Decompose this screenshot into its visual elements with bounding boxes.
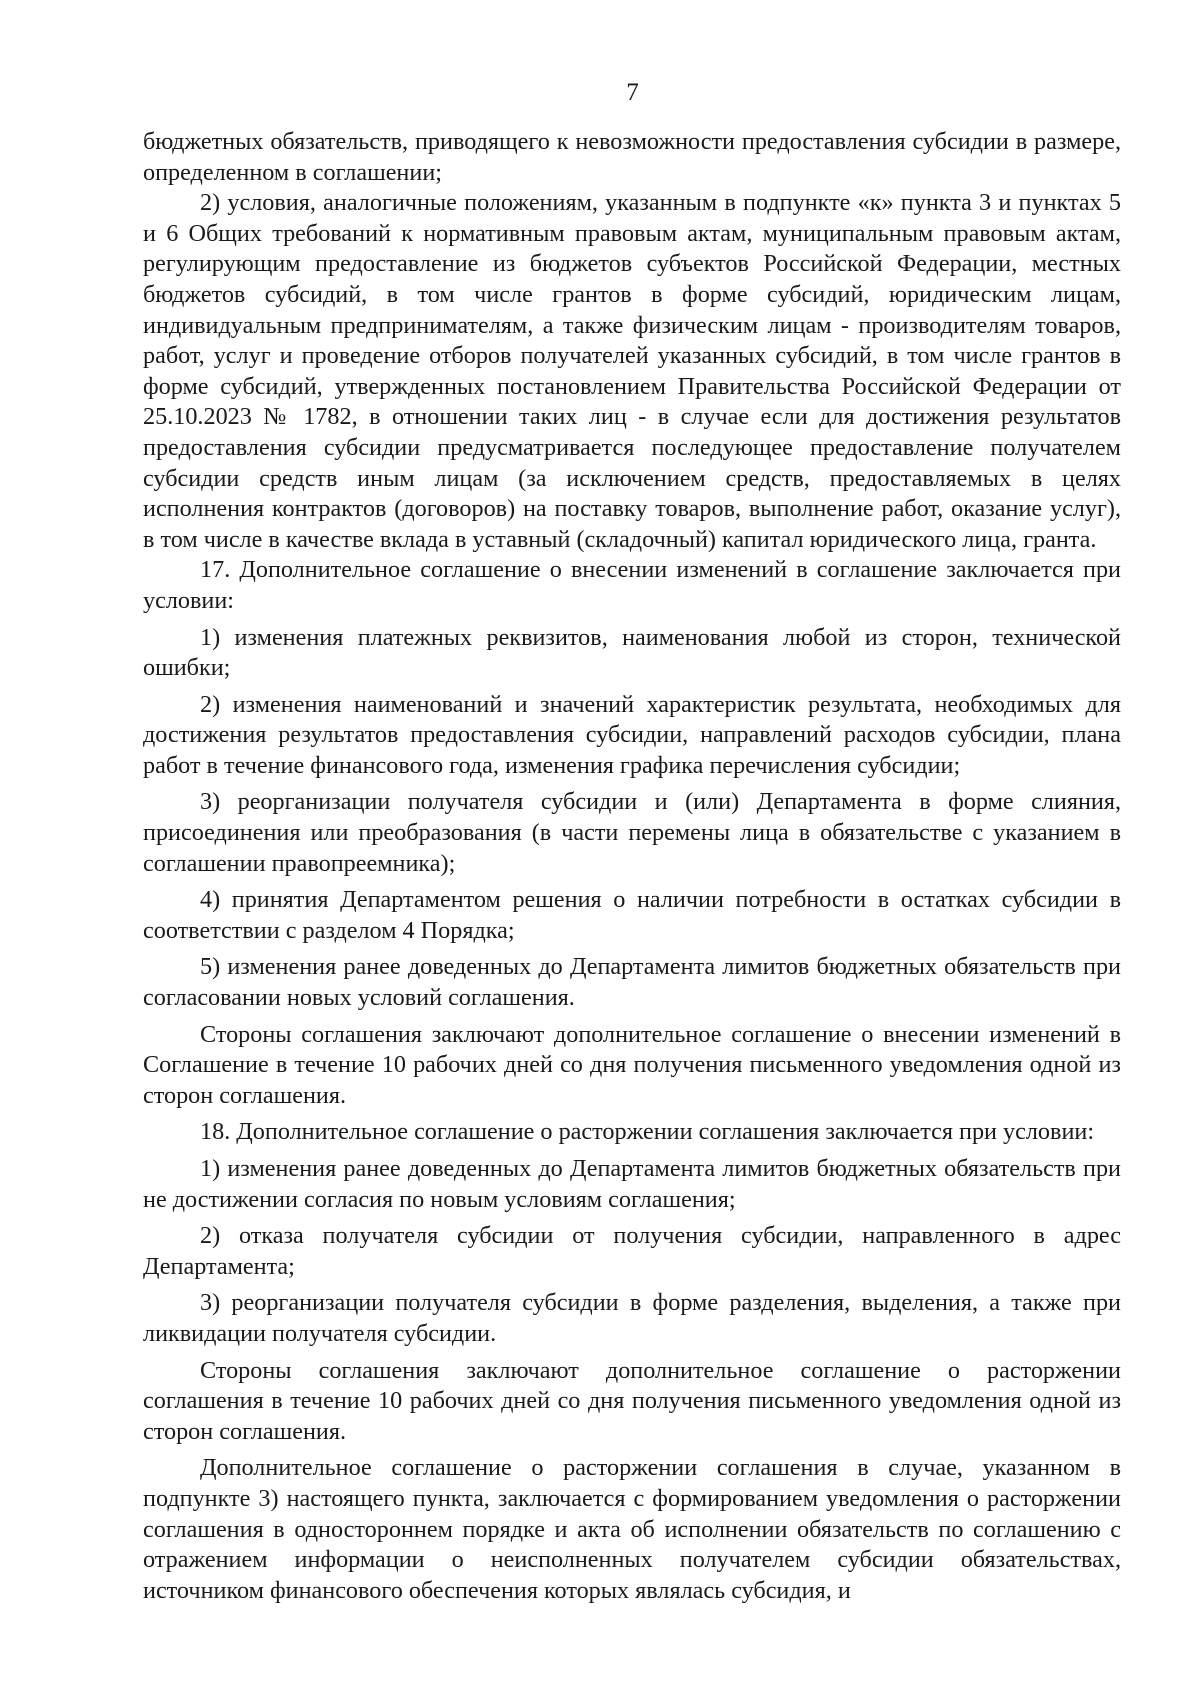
paragraph-18-parties: Стороны соглашения заключают дополнительное соглашение о расторжении соглашения в течение 10 рабочих дней со дня получения письменного уведомления одной из сторон соглашения. [143,1356,1121,1445]
page-number: 7 [626,79,639,106]
paragraph-17-parties: Стороны соглашения заключают дополнительное соглашение о внесении изменений в Соглашение в течение 10 рабочих дней со дня получения письменного уведомления одной из сторон соглашения. [143,1020,1121,1109]
paragraph-section-17: 17. Дополнительное соглашение о внесении изменений в соглашение заключается при условии: [143,556,1121,614]
paragraph-17-item-4: 4) принятия Департаментом решения о наличии потребности в остатках субсидии в соответствии с разделом 4 Порядка; [143,886,1121,944]
paragraph-17-item-3: 3) реорганизации получателя субсидии и (или) Департамента в форме слияния, присоединения или преобразования (в части перемены лица в обязательстве с указанием в соглашении правопреемника); [143,788,1121,877]
paragraph-17-item-5: 5) изменения ранее доведенных до Департамента лимитов бюджетных обязательств при согласовании новых условий соглашения. [143,953,1121,1012]
paragraph-17-item-1: 1) изменения платежных реквизитов, наименования любой из сторон, технической ошибки; [143,623,1121,682]
paragraph-18-item-2: 2) отказа получателя субсидии от получения субсидии, направленного в адрес Департамента; [143,1222,1121,1280]
paragraph-18-item-3: 3) реорганизации получателя субсидии в форме разделения, выделения, а также при ликвидации получателя субсидии. [143,1289,1121,1347]
paragraph-17-item-2: 2) изменения наименований и значений характеристик результата, необходимых для достижения результатов предоставления субсидии, направлений расходов субсидии, плана работ в течение финансового года, изменения графика перечисления субсидии; [143,690,1121,779]
paragraph-section-18: 18. Дополнительное соглашение о расторжении соглашения заключается при условии: [200,1118,1095,1146]
paragraph-item-2: 2) условия, аналогичные положениям, указанным в подпункте «к» пункта 3 и пунктах 5 и 6 Общих требований к нормативным правовым актам, муниципальным правовым актам, регулирующим предоставление из бюджетов субъектов Российской Федерации, местных бюджетов субсидий, в том числе грантов в форме субсидий, юридическим лицам, индивидуальным предпринимателям, а также физическим лицам - производителям товаров, работ, услуг и проведение отборов получателей указанных субсидий, в том числе грантов в форме субсидий, утвержденных постановлением Правительства Российской Федерации от 25.10.2023 № 1782, в отношении таких лиц - в случае если для достижения результатов предоставления субсидии предусматривается последующее предоставление получателем субсидии средств иным лицам (за исключением средств, предоставляемых в целях исполнения контрактов (договоров) на поставку товаров, выполнение работ, оказание услуг), в том числе в качестве вклада в уставный (складочный) капитал юридического лица, гранта. [143,189,1121,553]
paragraph-continuation: бюджетных обязательств, приводящего к невозможности предоставления субсидии в размере, определенном в соглашении; [143,128,1121,186]
paragraph-18-item-1: 1) изменения ранее доведенных до Департамента лимитов бюджетных обязательств при не достижении согласия по новым условиям соглашения; [143,1155,1121,1213]
paragraph-18-termination: Дополнительное соглашение о расторжении соглашения в случае, указанном в подпункте 3) настоящего пункта, заключается с формированием уведомления о расторжении соглашения в одностороннем порядке и акта об исполнении обязательств по соглашению с отражением информации о неисполненных получателем субсидии обязательствах, источником финансового обеспечения которых являлась субсидия, и [143,1454,1121,1604]
document-body [143,127,1121,1606]
